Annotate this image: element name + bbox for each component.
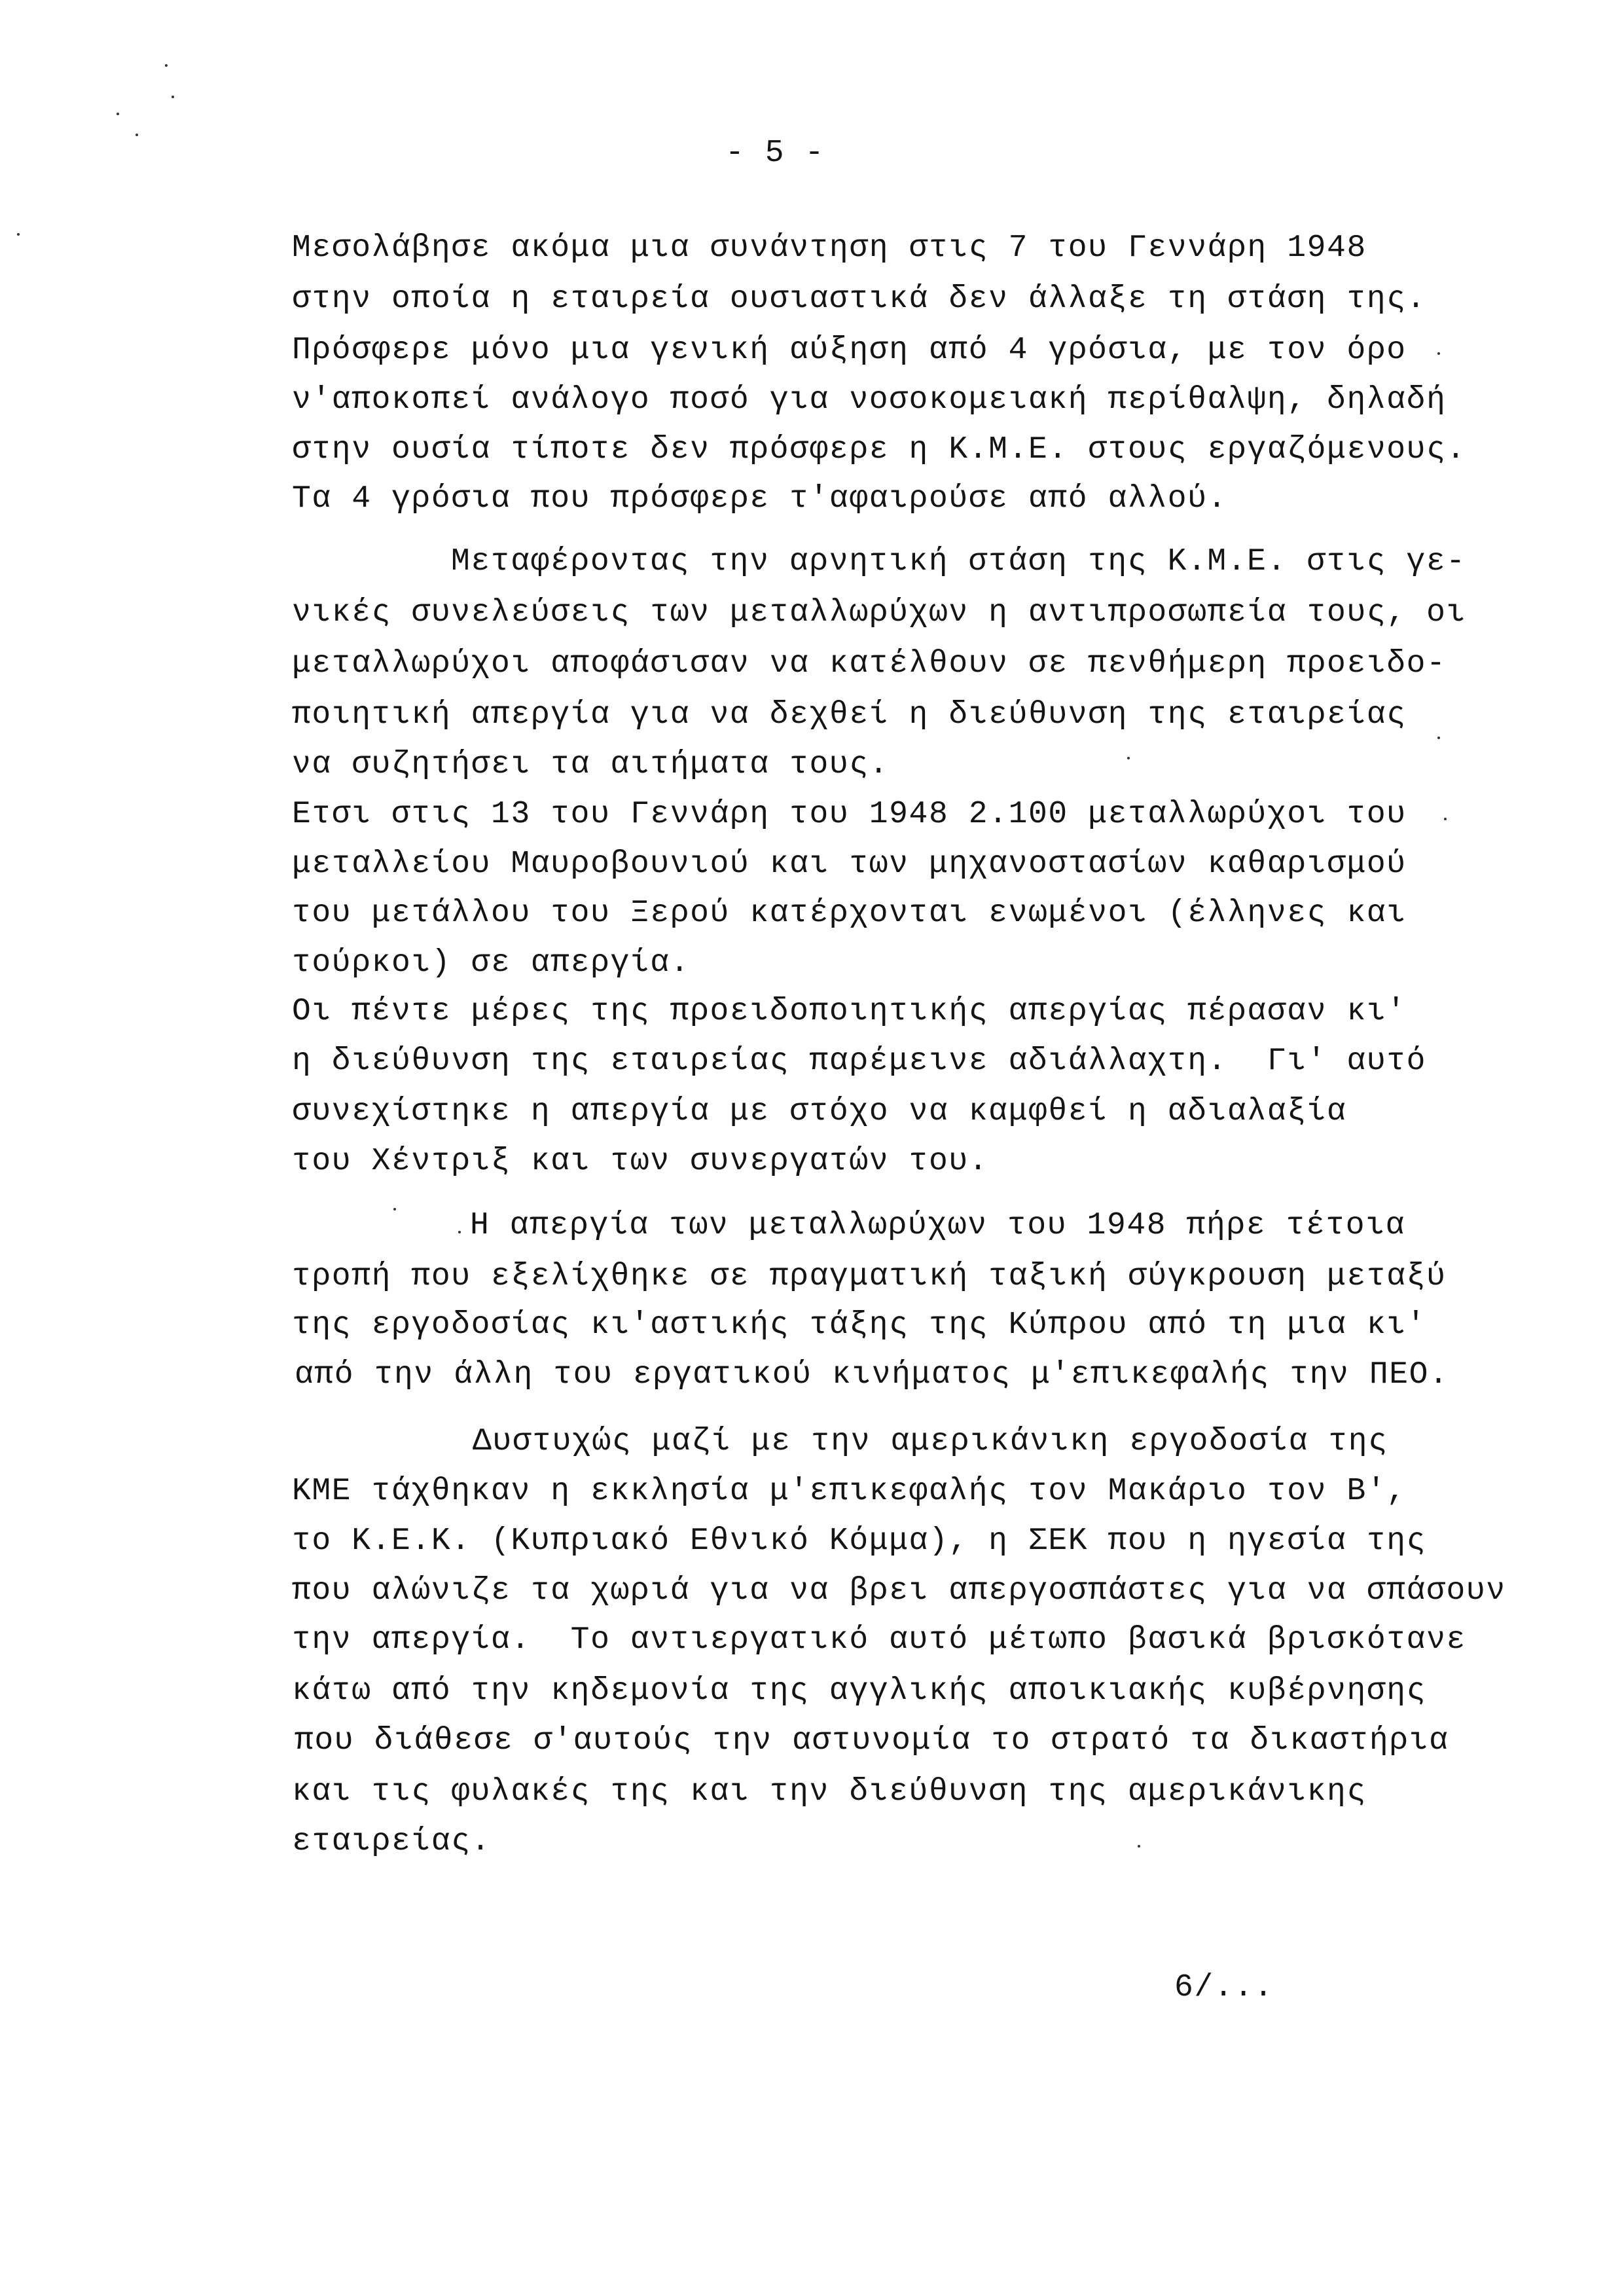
scan-speck [117, 113, 119, 115]
text-line: εταιρείας. [292, 1824, 492, 1859]
text-line: νικές συνελεύσεις των μεταλλωρύχων η αντιπροσωπεία τους, οι [292, 595, 1466, 630]
text-line: από την άλλη του εργατικού κινήματος μ'επικεφαλής την ΠΕΟ. [295, 1357, 1449, 1393]
text-line: ν'αποκοπεί ανάλογο ποσό για νοσοκομειακή περίθαλψη, δηλαδή [292, 382, 1447, 418]
text-line: Πρόσφερε μόνο μια γενική αύξηση από 4 γρόσια, με τον όρο [292, 333, 1407, 368]
text-line: τροπή που εξελίχθηκε σε πραγματική ταξική σύγκρουση μεταξύ [292, 1259, 1447, 1294]
scan-speck [171, 96, 174, 98]
text-line: ΚΜΕ τάχθηκαν η εκκλησία μ'επικεφαλής τον Μακάριο τον Β', [292, 1474, 1407, 1509]
text-line: Η απεργία των μεταλλωρύχων του 1948 πήρε τέτοια [470, 1208, 1406, 1243]
text-line: Δυστυχώς μαζί με την αμερικάνικη εργοδοσία της [473, 1424, 1388, 1459]
text-line: που διάθεσε σ'αυτούς την αστυνομία το στρατό τα δικαστήρια [295, 1723, 1449, 1758]
scan-speck [1127, 757, 1130, 759]
text-line: μεταλλωρύχοι αποφάσισαν να κατέλθουν σε πενθήμερη προειδο- [292, 646, 1447, 682]
text-line: στην ουσία τίποτε δεν πρόσφερε η Κ.Μ.Ε. στους εργαζόμενους. [292, 432, 1466, 467]
text-line: του Χέντριξ και των συνεργατών του. [292, 1144, 989, 1179]
text-line: Τα 4 γρόσια που πρόσφερε τ'αφαιρούσε από αλλού. [292, 481, 1228, 517]
scan-speck [1437, 737, 1440, 739]
scan-speck [1138, 1845, 1140, 1848]
text-line: συνεχίστηκε η απεργία με στόχο να καμφθεί η αδιαλαξία [292, 1094, 1347, 1129]
text-line: το Κ.Ε.Κ. (Κυπριακό Εθνικό Κόμμα), η ΣΕΚ που η ηγεσία της [292, 1523, 1427, 1559]
scan-speck [17, 233, 20, 236]
continuation-marker: 6/... [1174, 1970, 1274, 2005]
scan-speck [1437, 352, 1440, 355]
text-line: κάτω από την κηδεμονία της αγγλικής αποικιακής κυβέρνησης [292, 1673, 1427, 1709]
text-line: του μετάλλου του Ξερού κατέρχονται ενωμένοι (έλληνες και [292, 896, 1407, 931]
text-line: Οι πέντε μέρες της προειδοποιητικής απεργίας πέρασαν κι' [292, 994, 1407, 1029]
text-line: που αλώνιζε τα χωριά για να βρει απεργοσπάστες για να σπάσουν [292, 1573, 1506, 1609]
text-line: στην οποία η εταιρεία ουσιαστικά δεν άλλαξε τη στάση της. [292, 282, 1427, 317]
page-number: - 5 - [725, 136, 825, 171]
text-line: Ετσι στις 13 του Γεννάρη του 1948 2.100 μεταλλωρύχοι του [292, 797, 1407, 832]
scan-speck [458, 1231, 461, 1233]
text-line: τούρκοι) σε απεργία. [292, 945, 691, 981]
text-line: ποιητική απεργία για να δεχθεί η διεύθυνση της εταιρείας [292, 697, 1407, 733]
text-line: Μεταφέροντας την αρνητική στάση της Κ.Μ.Ε. στις γε- [451, 544, 1466, 579]
scan-speck [1444, 818, 1447, 820]
text-line: μεταλλείου Μαυροβουνιού και των μηχανοστασίων καθαρισμού [292, 847, 1407, 882]
text-line: την απεργία. Το αντιεργατικό αυτό μέτωπο βασικά βρισκότανε [292, 1622, 1466, 1658]
text-line: και τις φυλακές της και την διεύθυνση της αμερικάνικης [292, 1774, 1367, 1810]
text-line: Μεσολάβησε ακόμα μια συνάντηση στις 7 του Γεννάρη 1948 [292, 230, 1367, 266]
text-line: της εργοδοσίας κι'αστικής τάξης της Κύπρου από τη μια κι' [292, 1307, 1427, 1343]
text-line: να συζητήσει τα αιτήματα τους. [292, 747, 890, 782]
scan-speck [393, 1208, 396, 1211]
scan-speck [135, 134, 138, 136]
text-line: η διεύθυνση της εταιρείας παρέμεινε αδιάλλαχτη. Γι' αυτό [292, 1044, 1427, 1079]
scan-speck [165, 64, 168, 67]
